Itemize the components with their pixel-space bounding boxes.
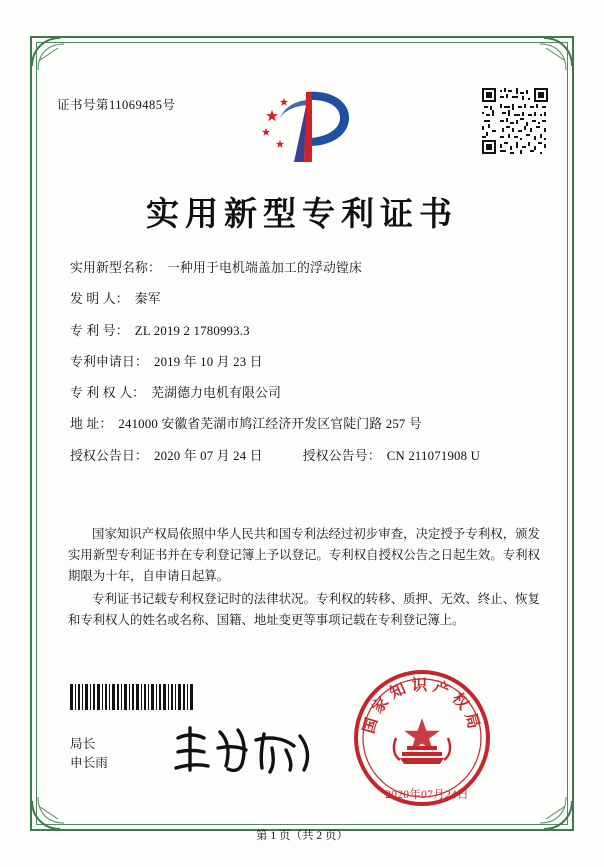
field-value: 芜湖德力电机有限公司 (151, 386, 282, 401)
field-label-grant-date: 授权公告日： (70, 448, 148, 463)
field-value: 秦军 (134, 292, 161, 307)
field-row-inventor (70, 293, 540, 306)
field-value: ZL 2019 2 1780993.3 (134, 323, 250, 338)
cnipa-emblem-icon (0, 86, 604, 172)
corner-ornament-top-right (520, 36, 574, 90)
corner-ornament-bottom-right (520, 777, 574, 831)
field-value-grant-number: CN 211071908 U (386, 448, 481, 463)
director-name: 申长雨 (70, 756, 108, 770)
field-value: 241000 安徽省芜湖市鸠江经济开发区官陡门路 257 号 (118, 417, 422, 432)
field-value: 一种用于电机端盖加工的浮动镗床 (166, 261, 362, 275)
field-row-patentee (70, 387, 540, 400)
field-label: 专 利 号： (70, 323, 129, 338)
field-label: 发 明 人： (70, 292, 129, 307)
barcode-icon (70, 684, 196, 710)
field-label: 地 址： (70, 417, 113, 432)
seal-date: 2020年07月24日 (385, 789, 469, 801)
field-value: 2019 年 10 月 23 日 (153, 354, 263, 369)
director-title-label: 局长 (70, 737, 96, 751)
field-row-address (70, 418, 540, 431)
field-row-utility-model-name (70, 262, 540, 275)
field-list (70, 262, 540, 481)
field-label: 专 利 权 人： (70, 386, 146, 401)
field-label-grant-number: 授权公告号： (302, 448, 381, 463)
page-title: 实用新型专利证书 (146, 194, 458, 233)
paragraph-grant-statement: 国家知识产权局依照中华人民共和国专利法经过初步审查，决定授予专利权，颁发实用新型专利证书并在专利登记簿上予以登记。专利权自授权公告之日起生效。专利权期限为十年，自申请日起算。 (68, 527, 540, 583)
handwritten-signature-icon (168, 722, 318, 778)
page-footer: 第 1 页（共 2 页） (256, 830, 348, 842)
director-block (70, 735, 108, 773)
legal-text-block (68, 524, 540, 633)
svg-text:国家知识产权局: 国家知识产权局 (358, 675, 486, 736)
field-row-grant-announcement (70, 450, 540, 463)
field-label: 实用新型名称： (70, 261, 161, 275)
field-row-application-date (70, 356, 540, 369)
corner-ornament-bottom-left (30, 777, 84, 831)
corner-ornament-top-left (30, 36, 84, 90)
certificate-number: 证书号第11069485号 (57, 98, 176, 112)
field-label: 专利申请日： (70, 354, 148, 369)
field-value-grant-date: 2020 年 07 月 24 日 (153, 448, 263, 463)
field-row-patent-number (70, 325, 540, 338)
paragraph-register-statement: 专利证书记载专利权登记时的法律状况。专利权的转移、质押、无效、终止、恢复和专利权人的姓名或名称、国籍、地址变更等事项记载在专利登记簿上。 (68, 592, 540, 627)
